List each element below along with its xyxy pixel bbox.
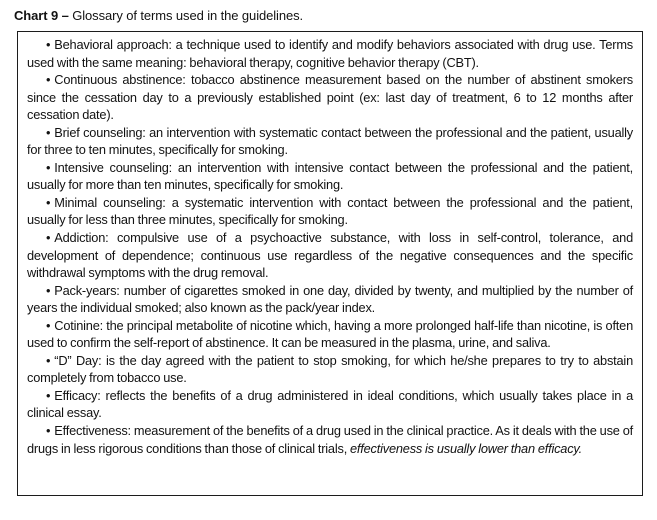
glossary-entry-cotinine	[27, 317, 633, 352]
glossary-entry-text: Addiction: compulsive use of a psychoactive substance, with loss in self-control, tolerance, and development of dependence; continuous use regardless of the negative consequences and the specific withdrawal symptoms with the drug removal.	[27, 230, 633, 281]
bullet-icon: •	[46, 72, 51, 88]
bullet-icon: •	[46, 159, 51, 175]
bullet-icon: •	[46, 282, 51, 298]
glossary-entry-efficacy	[27, 387, 633, 422]
bullet-icon: •	[46, 37, 51, 52]
glossary-entry-text: Continuous abstinence: tobacco abstinence measurement based on the number of abstinent smokers since the cessation day to a previously established point (ex: last day of treatment, 6 to 12 months after cessation date).	[27, 72, 633, 123]
glossary-box	[17, 31, 643, 496]
bullet-icon: •	[46, 230, 51, 246]
glossary-entry-continuous-abstinence	[27, 71, 633, 124]
glossary-entry-text: Efficacy: reflects the benefits of a drug administered in ideal conditions, which usually takes place in a clinical essay.	[27, 387, 633, 421]
chart-caption-label: Chart 9 –	[14, 8, 69, 23]
glossary-entry-text: Brief counseling: an intervention with systematic contact between the professional and the patient, usually for three to ten minutes, specifically for smoking.	[27, 124, 633, 158]
glossary-entry-italic-text: effectiveness is usually lower than efficacy.	[350, 440, 583, 456]
glossary-entry-addiction	[27, 229, 633, 282]
bullet-icon: •	[46, 194, 51, 210]
glossary-entry-minimal-counseling	[27, 194, 633, 229]
glossary-entry-text: Effectiveness: measurement of the benefits of a drug used in the clinical practice. As it deals with the use of drugs in less rigorous conditions than those of clinical trials,	[27, 423, 633, 456]
glossary-entry-behavioral-approach	[27, 36, 633, 71]
glossary-entry-text: Pack-years: number of cigarettes smoked in one day, divided by twenty, and multiplied by the number of years the individual smoked; also known as the pack/year index.	[27, 282, 633, 316]
chart-caption-title: Glossary of terms used in the guidelines.	[72, 8, 303, 23]
glossary-entry-text: “D” Day: is the day agreed with the patient to stop smoking, for which he/she prepares to try to abstain completely from tobacco use.	[27, 352, 633, 386]
glossary-entry-text: Minimal counseling: a systematic intervention with contact between the professional and the patient, usually for less than three minutes, specifically for smoking.	[27, 194, 633, 228]
glossary-entry-text: Intensive counseling: an intervention with intensive contact between the professional and the patient, usually for more than ten minutes, specifically for smoking.	[27, 159, 633, 193]
glossary-entry-brief-counseling	[27, 124, 633, 159]
glossary-entry-text: Behavioral approach: a technique used to identify and modify behaviors associated with drug use. Terms used with the same meaning: behavioral therapy, cognitive behavior therapy (CBT).	[27, 37, 633, 70]
chart-caption	[14, 8, 303, 23]
bullet-icon: •	[46, 352, 51, 368]
glossary-entry-pack-years	[27, 282, 633, 317]
bullet-icon: •	[46, 317, 51, 333]
bullet-icon: •	[46, 387, 51, 403]
bullet-icon: •	[46, 423, 51, 439]
glossary-entry-d-day	[27, 352, 633, 387]
bullet-icon: •	[46, 124, 51, 140]
glossary-entry-text: Cotinine: the principal metabolite of nicotine which, having a more prolonged half-life than nicotine, is often used to confirm the self-report of abstinence. It can be measured in the plasma, urine, and saliva.	[27, 317, 633, 351]
glossary-entry-effectiveness	[27, 422, 633, 457]
glossary-entry-intensive-counseling	[27, 159, 633, 194]
